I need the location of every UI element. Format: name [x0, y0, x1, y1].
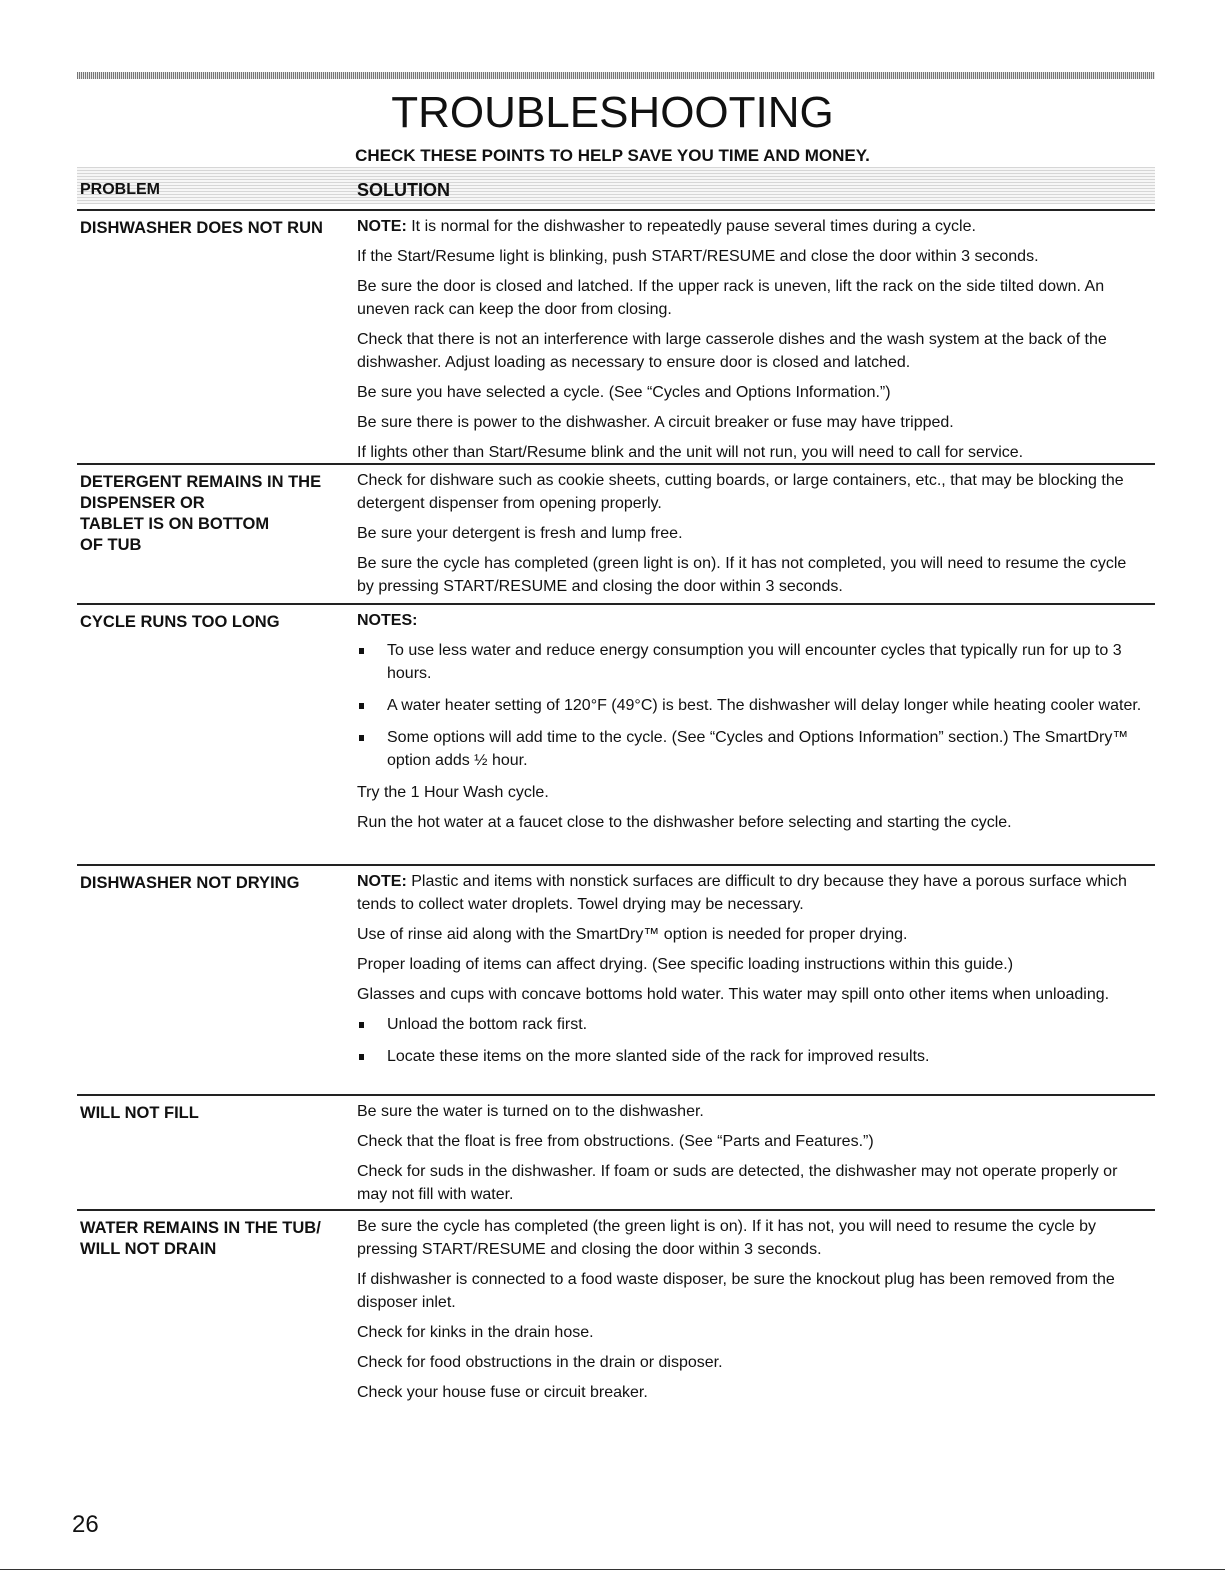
- solution-item: Be sure the cycle has completed (green light is on). If it has not completed, you will need to resume the cycle by pressing START/RESUME and closing the door within 3 seconds.: [357, 555, 1127, 595]
- solution-item: Check for dishware such as cookie sheets, cutting boards, or large containers, etc., that may be blocking the detergent dispenser from opening properly.: [357, 472, 1124, 512]
- solution-item: Check for kinks in the drain hose.: [357, 1324, 594, 1341]
- bottom-edge-line: [0, 1569, 1225, 1570]
- note-label: NOTE:: [357, 873, 407, 890]
- drying-tips-list: [357, 1013, 1147, 1068]
- problem-dishwasher-does-not-run: DISHWASHER DOES NOT RUN: [80, 219, 323, 237]
- solution-item: Check that there is not an interference with large casserole dishes and the wash system at the back of the dishwasher. Adjust loading as necessary to ensure door is closed and latched.: [357, 331, 1107, 371]
- solution-item: Check for food obstructions in the drain or disposer.: [357, 1354, 723, 1371]
- note-text: Plastic and items with nonstick surfaces are difficult to dry because they have a porous surface which tends to collect water droplets. Towel drying may be necessary.: [357, 873, 1127, 913]
- solution-item: Check your house fuse or circuit breaker.: [357, 1384, 648, 1401]
- problem-water-remains: [80, 1218, 350, 1260]
- problem-line: WATER REMAINS IN THE TUB/: [80, 1219, 321, 1237]
- note-text: It is normal for the dishwasher to repeatedly pause several times during a cycle.: [411, 218, 976, 235]
- solution-will-not-fill: [357, 1100, 1147, 1213]
- problem-will-not-fill: WILL NOT FILL: [80, 1104, 199, 1122]
- page-number: 26: [72, 1511, 99, 1538]
- solution-item: Be sure the door is closed and latched. If the upper rack is uneven, lift the rack on the side tilted down. An uneven rack can keep the door from closing.: [357, 278, 1105, 318]
- problem-cycle-runs-too-long: CYCLE RUNS TOO LONG: [80, 613, 280, 631]
- row-divider: [77, 209, 1155, 211]
- solution-cycle-runs-too-long: [357, 609, 1147, 841]
- solution-item: Be sure there is power to the dishwasher. A circuit breaker or fuse may have tripped.: [357, 414, 954, 431]
- solution-item: If dishwasher is connected to a food waste disposer, be sure the knockout plug has been removed from the disposer inlet.: [357, 1271, 1115, 1311]
- bullet-item: A water heater setting of 120°F (49°C) is best. The dishwasher will delay longer while heating cooler water.: [357, 694, 1147, 717]
- solution-item: Check that the float is free from obstructions. (See “Parts and Features.”): [357, 1133, 874, 1150]
- note-label: NOTE:: [357, 218, 407, 235]
- solution-item: Run the hot water at a faucet close to the dishwasher before selecting and starting the cycle.: [357, 814, 1012, 831]
- solution-item: Glasses and cups with concave bottoms hold water. This water may spill onto other items when unloading.: [357, 986, 1110, 1003]
- solution-dishwasher-does-not-run: [357, 215, 1147, 471]
- problem-line: OF TUB: [80, 536, 142, 554]
- row-divider: [77, 1209, 1155, 1211]
- row-divider: [77, 864, 1155, 866]
- notes-list: [357, 639, 1147, 772]
- table-header-band: [77, 167, 1155, 204]
- solution-item: Check for suds in the dishwasher. If foam or suds are detected, the dishwasher may not operate properly or may not fill with water.: [357, 1163, 1118, 1203]
- solution-note: [357, 215, 1147, 238]
- solution-detergent-remains: [357, 469, 1147, 605]
- problem-dishwasher-not-drying: DISHWASHER NOT DRYING: [80, 874, 300, 892]
- page-subtitle: CHECK THESE POINTS TO HELP SAVE YOU TIME AND MONEY.: [355, 146, 870, 165]
- bullet-item: Some options will add time to the cycle. (See “Cycles and Options Information” section.) The SmartDry™ option adds ½ hour.: [357, 726, 1147, 772]
- solution-item: Proper loading of items can affect drying. (See specific loading instructions within this guide.): [357, 956, 1014, 973]
- solution-item: Be sure you have selected a cycle. (See “Cycles and Options Information.”): [357, 384, 891, 401]
- problem-line: TABLET IS ON BOTTOM: [80, 515, 270, 533]
- solution-item: Be sure the cycle has completed (the green light is on). If it has not, you will need to resume the cycle by pressing START/RESUME and closing the door within 3 seconds.: [357, 1218, 1097, 1258]
- solution-item: Be sure the water is turned on to the dishwasher.: [357, 1103, 704, 1120]
- solution-item: If lights other than Start/Resume blink and the unit will not run, you will need to call for service.: [357, 444, 1024, 461]
- solution-item: Use of rinse aid along with the SmartDry™ option is needed for proper drying.: [357, 926, 908, 943]
- solution-item: Try the 1 Hour Wash cycle.: [357, 784, 549, 801]
- solution-dishwasher-not-drying: [357, 870, 1147, 1077]
- column-header-problem: PROBLEM: [80, 181, 160, 198]
- row-divider: [77, 463, 1155, 465]
- solution-note: [357, 870, 1147, 916]
- page-title: TROUBLESHOOTING: [391, 88, 834, 137]
- solution-item: If the Start/Resume light is blinking, push START/RESUME and close the door within 3 seconds.: [357, 248, 1039, 265]
- row-divider: [77, 603, 1155, 605]
- solution-item: Be sure your detergent is fresh and lump free.: [357, 525, 683, 542]
- problem-detergent-remains: [80, 472, 350, 556]
- solution-water-remains: [357, 1215, 1147, 1411]
- column-header-solution: SOLUTION: [357, 180, 450, 200]
- problem-line: WILL NOT DRAIN: [80, 1240, 217, 1258]
- problem-line: DISPENSER OR: [80, 494, 205, 512]
- bullet-item: To use less water and reduce energy consumption you will encounter cycles that typically run for up to 3 hours.: [357, 639, 1147, 685]
- bullet-item: Unload the bottom rack first.: [357, 1013, 1147, 1036]
- bullet-item: Locate these items on the more slanted side of the rack for improved results.: [357, 1045, 1147, 1068]
- row-divider: [77, 1094, 1155, 1096]
- top-decorative-bar: [77, 72, 1155, 79]
- notes-label: NOTES:: [357, 612, 418, 629]
- problem-line: DETERGENT REMAINS IN THE: [80, 473, 322, 491]
